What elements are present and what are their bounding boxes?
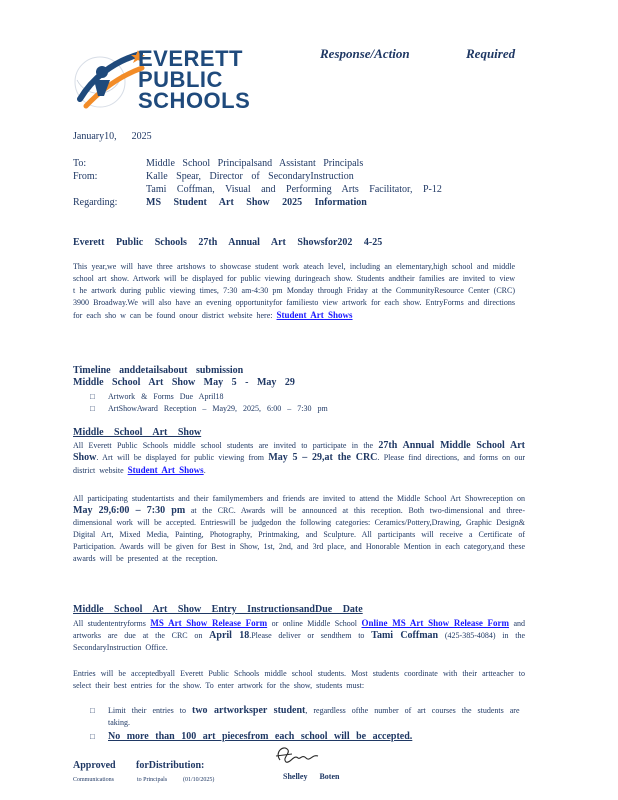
online-ms-art-show-release-form-link[interactable]: Online MS Art Show Release Form [361, 618, 510, 628]
memo-block [0, 158, 618, 218]
art-show-p1-annual: 27th Annual Middle School Art Show [73, 440, 526, 463]
for-distribution-label: forDistribution: [136, 760, 205, 771]
art-show-p1-text-2: . Art will be displayed for public viewing from [96, 453, 265, 462]
art-show-heading: Middle School Art Show [73, 427, 202, 438]
entry-p1-contact-name: Tami Coffman [371, 630, 439, 641]
entry-p1-text-2: or online Middle School [271, 619, 358, 628]
from-label: From: [73, 171, 98, 182]
art-show-p1-text: All Everett Public Schools middle school students are invited to participate in the [73, 441, 374, 450]
student-art-shows-link[interactable]: Student Art Shows [276, 310, 353, 320]
entry-requirement-max: □ No more than 100 art piecesfrom each school will be accepted. [90, 731, 520, 743]
document-title: Everett Public Schools 27th Annual Art Showsfor202 4-25 [73, 237, 383, 248]
entry-paragraph-2: Entries will be acceptedbyall Everett Public Schools middle school students. Most students coordinate with their artteacher to select their best entries for the show. To enter artwork for the show, students must: [73, 669, 525, 690]
timeline-item-reception: □ ArtShowAward Reception – May29, 2025, 6:00 – 7:30 pm [90, 403, 490, 415]
intro-paragraph [73, 261, 515, 322]
art-show-p2-text-2: at the CRC. Awards will be announced at this reception. Both two-dimensional and three-dimensional work will be accepted. Entrieswill be judgedon the following categories: Ceramics/Pottery,Drawing, Graphic Design& Digital Art, Mixed Media, Painting, Photography, Printmaking, and Sculpture. All participants will receive a Certificate of Participation. Awards will be given for Best in Show, 1st, 2nd, and 3rd place, and Honorable Mention in each category,and these awards will be presented at the reception. [73, 506, 525, 563]
communications-label: Communications [73, 777, 114, 783]
art-show-student-art-shows-link[interactable]: Student Art Shows [127, 465, 204, 475]
logo-line-2: PUBLIC [138, 67, 223, 92]
from-value-1: Kalle Spear, Director of SecondaryInstruction [146, 171, 354, 182]
to-label: To: [73, 158, 87, 169]
limit-bold: two artworksper student [191, 705, 306, 716]
entry-requirement-limit [90, 705, 520, 729]
limit-text-2: , regardless ofthe number of art courses the students are taking. [108, 706, 520, 727]
footer-date-code: (01/10/2025) [183, 777, 215, 783]
timeline-item-forms-due: □ Artwork & Forms Due April18 [90, 391, 490, 403]
required-header: Required [466, 46, 516, 61]
intro-text: This year,we will have three artshows to showcase student work ateach level, including an elementary,high school and middle school art show. Artwork will be displayed for public viewing duringeach show. Students andtheir families are invited to view t he artwork during public viewing times, 7:30 am-4:30 pm Monday through Friday at the CommunityResource Center (CRC) 3900 Broadway.We will also have an evening opportunityfor familiesto view artwork for each show. EntryForms and directions for each sho w can be found onour district website here: [73, 262, 515, 320]
entry-paragraph-1 [73, 617, 525, 654]
entry-p1-due-date: April 18 [209, 630, 250, 641]
ms-art-show-release-form-link[interactable]: MS Art Show Release Form [150, 618, 268, 628]
art-show-paragraph-1 [73, 440, 525, 477]
regarding-label: Regarding: [73, 197, 118, 208]
memo-date: January10, 2025 [73, 131, 152, 142]
response-action-header: Response/Action [320, 46, 410, 61]
logo-line-1: EVERETT [138, 46, 243, 71]
art-show-p2-reception-time: May 29,6:00 – 7:30 pm [73, 505, 186, 516]
art-show-p1-text-3: . Please find directions, and forms on our district website [73, 453, 526, 475]
timeline-heading: Timeline anddetailsabout submission [73, 365, 244, 376]
limit-text: Limit their entries to [108, 706, 186, 715]
district-logo [72, 44, 262, 118]
entry-p1-text-4: .Please deliver or sendthem to [249, 631, 365, 640]
timeline-list [90, 391, 490, 415]
art-show-p1-dates: May 5 – 29,at the CRC [268, 452, 378, 463]
to-value: Middle School Principalsand Assistant Principals [146, 158, 364, 169]
from-value-2: Tami Coffman, Visual and Performing Arts Facilitator, P-12 [146, 184, 442, 195]
approved-label: Approved [73, 760, 116, 771]
signature-icon [270, 740, 330, 770]
regarding-value: MS Student Art Show 2025 Information [146, 197, 367, 208]
art-show-paragraph-2 [73, 493, 525, 565]
timeline-subheading: Middle School Art Show May 5 - May 29 [73, 377, 295, 388]
logo-line-3: SCHOOLS [138, 88, 251, 113]
signer-name: Shelley Boten [283, 772, 340, 781]
entry-heading: Middle School Art Show Entry InstructionsandDue Date [73, 604, 363, 615]
entry-p1-text-3: and artworks are due at the CRC on [73, 619, 526, 640]
entry-p1-text-5: (425-385-4084) in the SecondaryInstruction Office. [73, 631, 526, 652]
entry-requirements-list [90, 705, 520, 743]
to-principals-label: to Principals [137, 777, 168, 783]
entry-p1-text: All studententryforms [73, 619, 146, 628]
art-show-p1-end: . [203, 466, 206, 475]
art-show-p2-text: All participating studentartists and their familymembers and friends are invited to attend the Middle School Art Showreception on [73, 494, 525, 503]
